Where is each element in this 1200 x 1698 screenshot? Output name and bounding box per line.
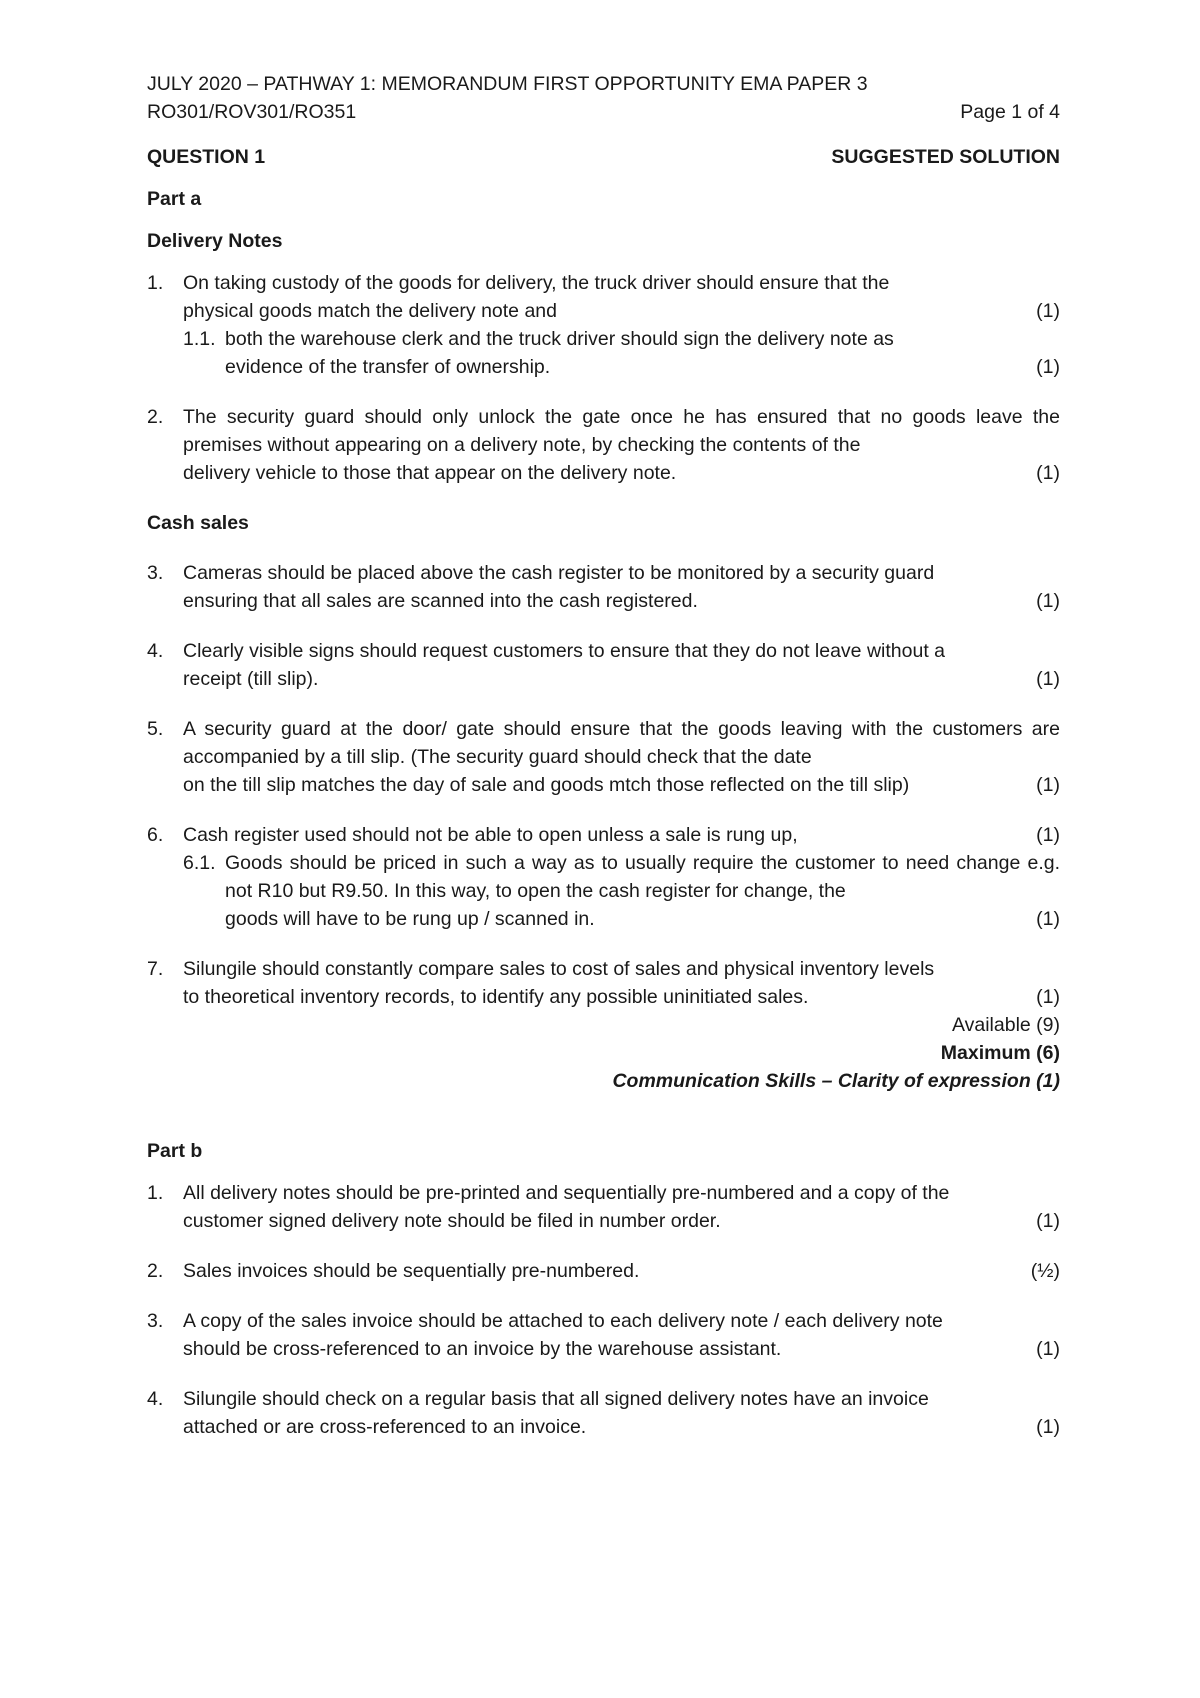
- item-number: 6.: [147, 824, 164, 846]
- item-mark: (1): [1036, 774, 1060, 796]
- list-item: [147, 955, 1060, 1011]
- list-subitem: [183, 325, 1060, 381]
- item-text: On taking custody of the goods for delivery, the truck driver should ensure that the: [183, 272, 890, 294]
- list-item: [147, 559, 1060, 615]
- item-text-last: should be cross-referenced to an invoice by the warehouse assistant.: [183, 1338, 782, 1360]
- item-text: A copy of the sales invoice should be attached to each delivery note / each delivery note: [183, 1310, 943, 1332]
- page-number: Page 1 of 4: [960, 101, 1060, 123]
- item-text-last: goods will have to be rung up / scanned in.: [225, 908, 595, 930]
- item-text-last: physical goods match the delivery note and: [183, 300, 557, 322]
- item-text-last: attached or are cross-referenced to an invoice.: [183, 1416, 587, 1438]
- item-mark: (1): [1036, 1210, 1060, 1232]
- list-item: [147, 269, 1060, 325]
- question-heading-row: [147, 143, 1060, 171]
- item-number: 1.: [147, 1182, 164, 1204]
- item-text-last: Cash register used should not be able to open unless a sale is rung up,: [183, 824, 798, 846]
- item-number: 6.1.: [183, 852, 216, 874]
- memorandum-page: [147, 70, 1060, 1441]
- item-mark: (1): [1036, 824, 1060, 846]
- item-text: Silungile should check on a regular basis that all signed delivery notes have an invoice: [183, 1388, 929, 1410]
- item-number: 4.: [147, 1388, 164, 1410]
- item-mark: (1): [1036, 1416, 1060, 1438]
- item-number: 7.: [147, 958, 164, 980]
- item-number: 3.: [147, 562, 164, 584]
- list-item: [147, 403, 1060, 487]
- list-item: [147, 715, 1060, 799]
- list-item: [147, 1385, 1060, 1441]
- part-a-title: Part a: [147, 188, 202, 210]
- item-mark: (1): [1036, 356, 1060, 378]
- item-text: Clearly visible signs should request customers to ensure that they do not leave without a: [183, 640, 945, 662]
- item-number: 5.: [147, 718, 164, 740]
- item-text: A security guard at the door/ gate should ensure that the goods leaving with the customers are accompanied by a till slip. (The security guard should check that the date: [183, 718, 1060, 768]
- item-text: Cameras should be placed above the cash register to be monitored by a security guard: [183, 562, 935, 584]
- item-text-last: receipt (till slip).: [183, 668, 319, 690]
- item-text-last: customer signed delivery note should be filed in number order.: [183, 1210, 721, 1232]
- delivery-notes-heading: Delivery Notes: [147, 230, 283, 252]
- item-text-last: on the till slip matches the day of sale and goods mtch those reflected on the till slip): [183, 774, 910, 796]
- item-mark: (1): [1036, 908, 1060, 930]
- item-text-last: delivery vehicle to those that appear on the delivery note.: [183, 462, 677, 484]
- item-text-last: Sales invoices should be sequentially pre-numbered.: [183, 1260, 640, 1282]
- cash-sales-heading: Cash sales: [147, 512, 249, 534]
- list-item: [147, 821, 1060, 849]
- document-header: [147, 70, 1060, 126]
- item-text-last: evidence of the transfer of ownership.: [225, 356, 551, 378]
- item-number: 2.: [147, 1260, 164, 1282]
- maximum-marks: Maximum (6): [940, 1042, 1060, 1064]
- item-text: Silungile should constantly compare sales to cost of sales and physical inventory levels: [183, 958, 935, 980]
- item-text: All delivery notes should be pre-printed and sequentially pre-numbered and a copy of the: [183, 1182, 950, 1204]
- header-codes-row: [147, 98, 1060, 126]
- item-text-last: ensuring that all sales are scanned into the cash registered.: [183, 590, 698, 612]
- part-b-title: Part b: [147, 1140, 203, 1162]
- module-codes: RO301/ROV301/RO351: [147, 101, 357, 123]
- item-mark: (1): [1036, 462, 1060, 484]
- list-subitem: [183, 849, 1060, 933]
- list-item: [147, 1179, 1060, 1235]
- communication-skills-marks: Communication Skills – Clarity of expression (1): [612, 1070, 1060, 1092]
- item-mark: (1): [1036, 300, 1060, 322]
- solution-label: SUGGESTED SOLUTION: [831, 146, 1060, 168]
- item-number: 3.: [147, 1310, 164, 1332]
- list-item: [147, 637, 1060, 693]
- item-mark: (1): [1036, 1338, 1060, 1360]
- question-title: QUESTION 1: [147, 146, 266, 168]
- item-number: 1.1.: [183, 328, 216, 350]
- list-item: [147, 1257, 1060, 1285]
- header-title: JULY 2020 – PATHWAY 1: MEMORANDUM FIRST OPPORTUNITY EMA PAPER 3: [147, 73, 868, 95]
- item-mark: (1): [1036, 590, 1060, 612]
- item-text: The security guard should only unlock the gate once he has ensured that no goods leave the premises without appearing on a delivery note, by checking the contents of the: [183, 406, 1060, 456]
- item-number: 2.: [147, 406, 164, 428]
- item-text: both the warehouse clerk and the truck driver should sign the delivery note as: [225, 328, 894, 350]
- item-number: 1.: [147, 272, 164, 294]
- item-text-last: to theoretical inventory records, to identify any possible uninitiated sales.: [183, 986, 809, 1008]
- item-mark: (½): [1030, 1260, 1060, 1282]
- available-marks: Available (9): [951, 1014, 1060, 1036]
- item-mark: (1): [1036, 986, 1060, 1008]
- list-item: [147, 1307, 1060, 1363]
- item-mark: (1): [1036, 668, 1060, 690]
- item-text: Goods should be priced in such a way as to usually require the customer to need change e.g. not R10 but R9.50. In this way, to open the cash register for change, the: [225, 852, 1060, 902]
- item-number: 4.: [147, 640, 164, 662]
